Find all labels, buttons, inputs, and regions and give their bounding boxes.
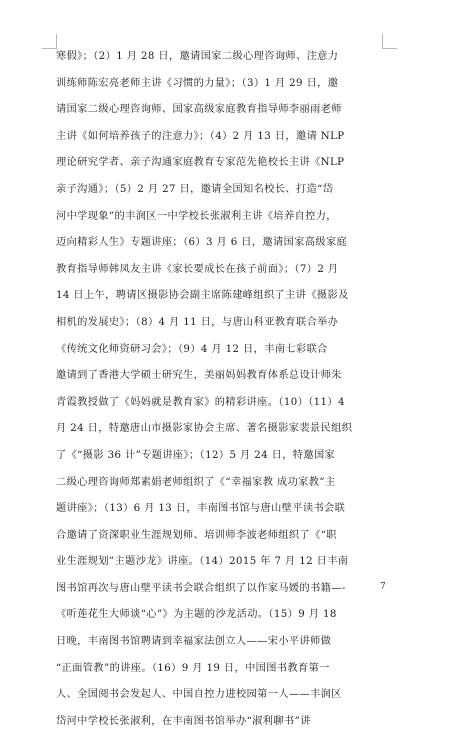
- text-line: 河中学现象”的丰润区一中学校长张淑利主讲《培养自控力，: [56, 210, 337, 222]
- text-line: 主讲《如何培养孩子的注意力》；（4）2 月 13 日，邀请 NLP: [56, 130, 345, 142]
- text-line: 人、全国阅书会发起人、中国自控力进校园第一人——丰润区: [56, 689, 342, 701]
- text-line: 业生涯规划”主题沙龙》讲座。（14）2015 年 7 月 12 日丰南: [56, 556, 349, 568]
- text-line: 青霞教授做了《妈妈就是教育家》的精彩讲座。（10）（11）4: [56, 396, 345, 408]
- text-line: 日晚，丰南图书馆聘请到幸福家法创立人——宋小平讲师做: [56, 636, 332, 648]
- text-line: 图书馆再次与唐山壁平读书会联合组织了以作家马媛的书籍—-: [56, 582, 346, 594]
- text-line: 题讲座》；（13）6 月 13 日，丰南图书馆与唐山壁平读书会联: [56, 503, 346, 515]
- text-line: 亲子沟通》；（5）2 月 27 日，邀请全国知名校长、打造“岱: [56, 183, 334, 195]
- text-line: 理论研究学者、亲子沟通家庭教育专家范先艳校长主讲《NLP: [56, 157, 345, 169]
- text-line: 了《“摄影 36 计”专题讲座》；（12）5 月 24 日，特邀国家: [56, 449, 336, 461]
- text-line: 二级心理咨询师郑素娟老师组织了《“幸福家教 成功家教”主: [56, 476, 336, 488]
- page-number: 7: [380, 582, 386, 592]
- text-line: 《听莲花生大师谈“心”》为主题的沙龙活动。（15）9 月 18: [56, 609, 337, 621]
- text-line: 《传统文化师资研习会》；（9）4 月 12 日，丰南七彩联合: [56, 343, 328, 355]
- text-line: 邀请到了香港大学硕士研究生，美丽妈妈教育体系总设计师朱: [56, 370, 342, 382]
- text-line: 迈向精彩人生》专题讲座；（6）3 月 6 日，邀请国家高级家庭: [56, 237, 348, 249]
- text-line: “正面管教”的讲座。（16）9 月 19 日，中国图书教育第一: [56, 662, 330, 674]
- body-text: [56, 44, 390, 735]
- text-line: 教育指导师韩凤友主讲《家长要成长在孩子前面》；（7）2 月: [56, 263, 339, 275]
- text-line: 请国家二级心理咨询师、国家高级家庭教育指导师李丽雨老师: [56, 104, 342, 116]
- text-line: 训练师陈宏亮老师主讲《习惯的力量》；（3）1 月 29 日，邀: [56, 77, 339, 89]
- text-line: 岱河中学校长张淑利，在丰南图书馆举办“淑利聊书”讲: [56, 715, 311, 727]
- text-line: 相机的发展史》；（8）4 月 11 日，与唐山科亚教育联合举办: [56, 316, 339, 328]
- crop-mark-top-left: [42, 34, 57, 49]
- text-line: 合邀请了资深职业生涯规划师、培训师李波老师组织了《“职: [56, 529, 337, 541]
- text-line: 14 日上午，聘请区摄影协会副主席陈建峰组织了主讲《摄影及: [56, 290, 349, 302]
- text-line: 寒假》；（2）1 月 28 日，邀请国家二级心理咨询师、注意力: [56, 51, 339, 62]
- text-line: 月 24 日，特邀唐山市摄影家协会主席、著名摄影家裴景民组织: [56, 423, 353, 435]
